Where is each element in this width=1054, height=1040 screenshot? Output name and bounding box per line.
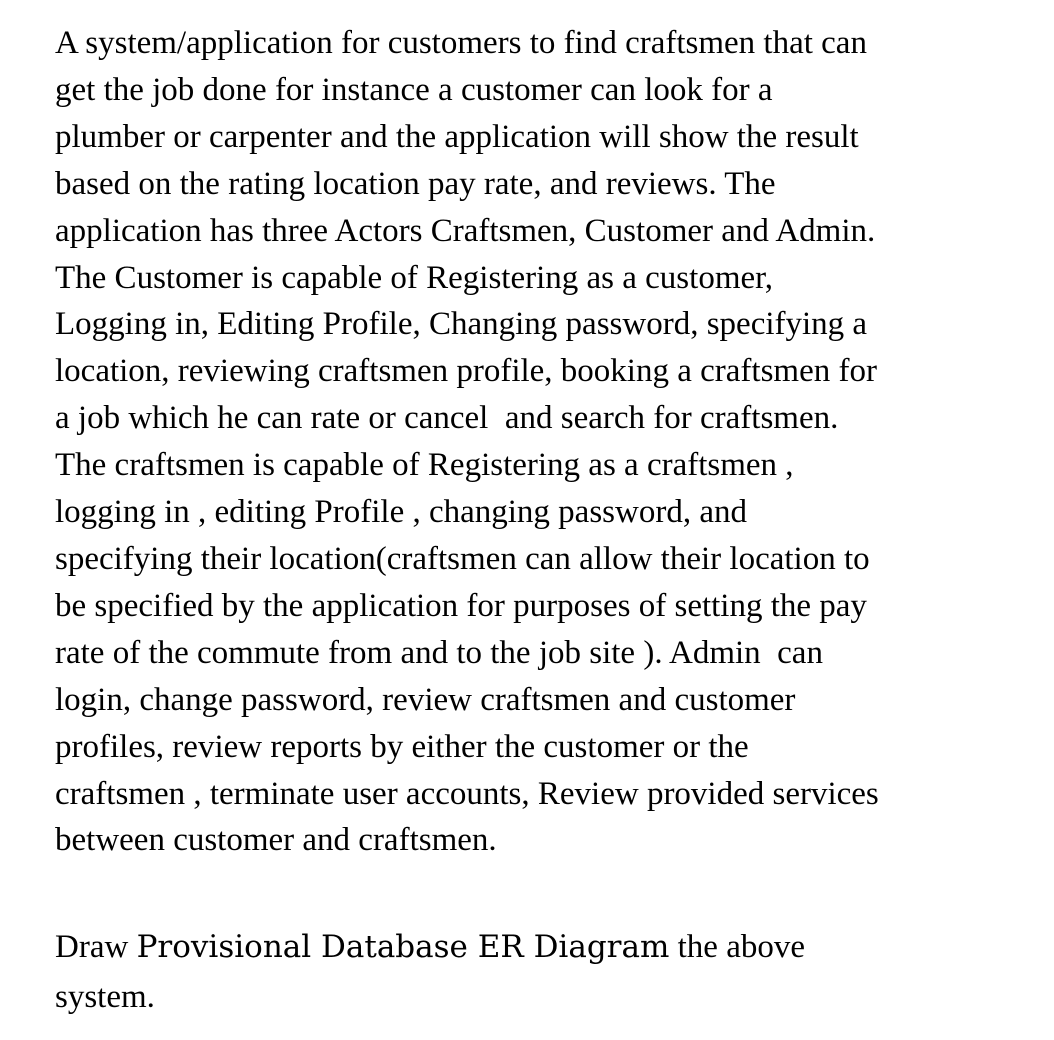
- description-line: craftsmen , terminate user accounts, Review provided services: [55, 775, 879, 812]
- description-line: login, change password, review craftsmen and customer: [55, 681, 796, 718]
- task-suffix: the above: [669, 929, 805, 966]
- task-prefix: Draw: [55, 929, 137, 966]
- description-line: profiles, review reports by either the customer or the: [55, 728, 749, 765]
- description-line: be specified by the application for purposes of setting the pay: [55, 587, 867, 624]
- description-line: logging in , editing Profile , changing password, and: [55, 494, 747, 531]
- description-line: specifying their location(craftsmen can allow their location to: [55, 540, 870, 577]
- description-line: A system/application for customers to find craftsmen that can: [55, 25, 867, 61]
- paragraph-spacer: [55, 864, 995, 922]
- description-line: The Customer is capable of Registering as a customer,: [55, 259, 774, 296]
- description-line: location, reviewing craftsmen profile, booking a craftsmen for: [55, 353, 877, 390]
- task-line-2: system.: [55, 979, 155, 1016]
- description-line: get the job done for instance a customer can look for a: [55, 71, 773, 108]
- description-line: plumber or carpenter and the application will show the result: [55, 118, 859, 155]
- description-line: Logging in, Editing Profile, Changing password, specifying a: [55, 306, 868, 343]
- description-line: between customer and craftsmen.: [55, 822, 497, 859]
- description-line: rate of the commute from and to the job site ). Admin can: [55, 634, 823, 671]
- description-line: The craftsmen is capable of Registering as a craftsmen ,: [55, 447, 794, 484]
- description-line: a job which he can rate or cancel and search for craftsmen.: [55, 400, 839, 437]
- description-line: based on the rating location pay rate, and reviews. The: [55, 165, 776, 202]
- task-instruction: [55, 922, 995, 1022]
- system-description-paragraph: [55, 20, 995, 864]
- description-line: application has three Actors Craftsmen, Customer and Admin.: [55, 212, 876, 249]
- document-body: [55, 20, 995, 1022]
- task-line-1: [55, 922, 995, 972]
- task-emphasis: Provisional Database ER Diagram: [136, 929, 670, 966]
